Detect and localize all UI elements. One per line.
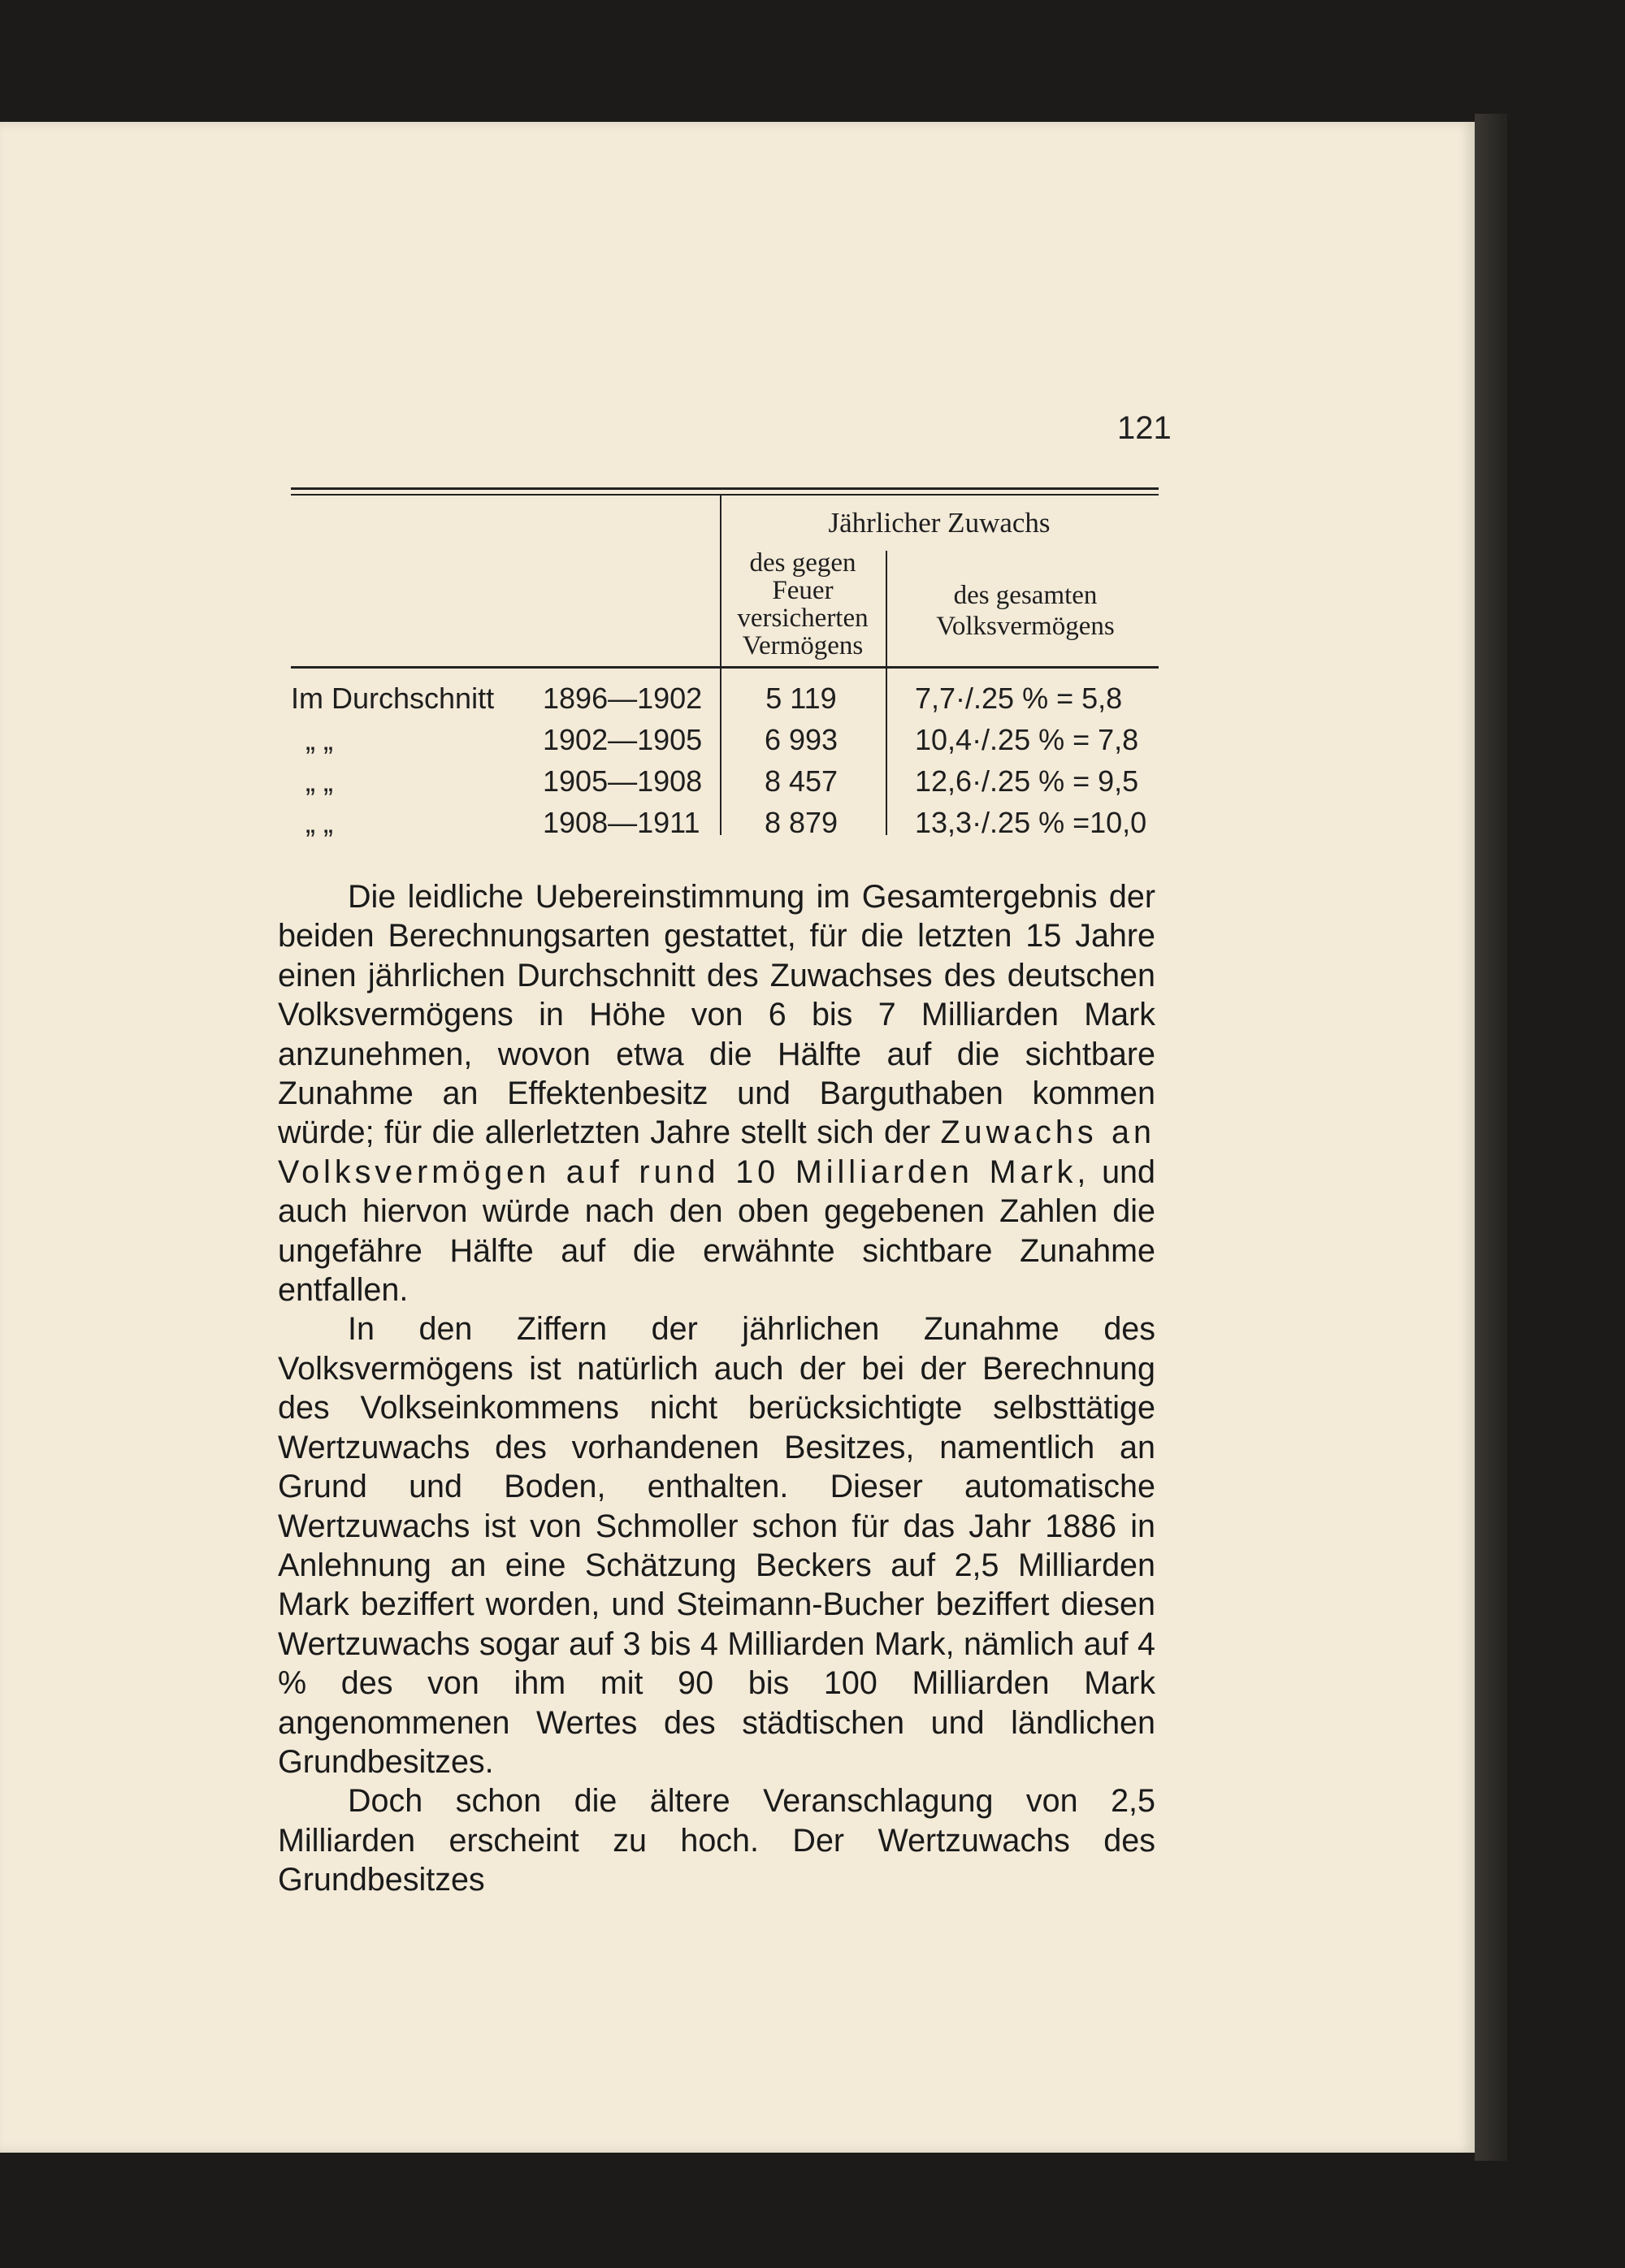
table-row	[291, 718, 1159, 760]
row-insured-value: 5 119	[765, 682, 837, 715]
row-total-value: 7,7·/.25 %​ = 5,8	[915, 682, 1123, 715]
row-label: „ „	[306, 764, 333, 798]
table-top-rule	[291, 487, 1159, 496]
paragraph-2: In den Ziffern der jährlichen Zunahme des Volksvermögens ist natürlich auch der bei der Berechnung des Volkseinkommens nicht berücksichtigte selbsttätige Wertzuwachs des vorhandenen Besitzes, namentlich an Grund und Boden, enthalten. Dieser automatische Wertzuwachs ist von Schmoller schon für das Jahr 1886 in Anlehnung an eine Schätzung Beckers auf 2,5 Milliarden Mark beziffert worden, und Steimann-Bucher beziffert diesen Wertzuwachs sogar auf 3 bis 4 Milliarden Mark, nämlich auf 4 % des von ihm mit 90 bis 100 Milliarden Mark angenommenen Wertes des städtischen und ländlichen Grundbesitzes.	[278, 1311, 1155, 1780]
emphasis-spaced: Zuwachs an Volksvermögen auf rund 10 Milliarden Mark,	[278, 1115, 1155, 1190]
statistics-table	[291, 487, 1159, 842]
row-insured-value: 8 457	[764, 764, 838, 798]
row-total-value: 12,6·/.25 % = 9,5	[915, 764, 1139, 798]
table-row	[291, 760, 1159, 801]
table-row	[291, 677, 1159, 718]
paragraph-3: Doch schon die ältere Veranschlagung von 2,5 Milliarden erscheint zu hoch. Der Wertzuwachs des Grundbesitzes	[278, 1783, 1155, 1898]
header-insured-assets: des gegen Feuer versicherten Vermögens	[737, 548, 869, 660]
paragraph-1: Die leidliche Uebereinstimmung im Gesamtergebnis der beiden Berechnungsarten gestattet, für die letzten 15 Jahre einen jährlichen Durchschnitt des Zuwachses des deutschen Volksvermögens in Höhe von 6 bis 7 Milliarden Mark anzunehmen, wovon etwa die Hälfte auf die sichtbare Zunahme an Effektenbesitz und Barguthaben kommen würde; für die allerletzten Jahre stellt sich der Zuwachs an Volksvermögen auf rund 10 Milliarden Mark, und auch hiervon würde nach den oben gegebenen Zahlen die ungefähre Hälfte auf die erwähnte sichtbare Zunahme entfallen.	[278, 879, 1155, 1309]
row-period: 1902—1905	[543, 723, 703, 756]
book-edge	[1475, 114, 1507, 2161]
row-label: „ „	[306, 723, 333, 756]
row-label: „ „	[306, 806, 333, 839]
table-row	[291, 801, 1159, 842]
page-number: 121	[1117, 410, 1172, 446]
table-header	[291, 496, 1159, 669]
table-body	[291, 669, 1159, 842]
body-text	[278, 877, 1155, 1900]
header-divider-mid	[886, 551, 887, 666]
row-insured-value: 8 879	[764, 806, 838, 839]
row-period: 1905—1908	[543, 764, 703, 798]
row-label: Im Durchschnitt	[291, 682, 495, 715]
header-annual-growth: Jährlicher Zuwachs	[828, 507, 1051, 539]
row-total-value: 13,3·/.25 % =10,0	[915, 806, 1147, 839]
row-insured-value: 6 993	[764, 723, 838, 756]
header-total-wealth: des gesamten Volksvermögens	[936, 581, 1115, 641]
row-total-value: 10,4·/.25 % = 7,8	[915, 723, 1139, 756]
row-period: 1896—1902	[543, 682, 703, 715]
row-period: 1908—1911	[543, 806, 700, 839]
